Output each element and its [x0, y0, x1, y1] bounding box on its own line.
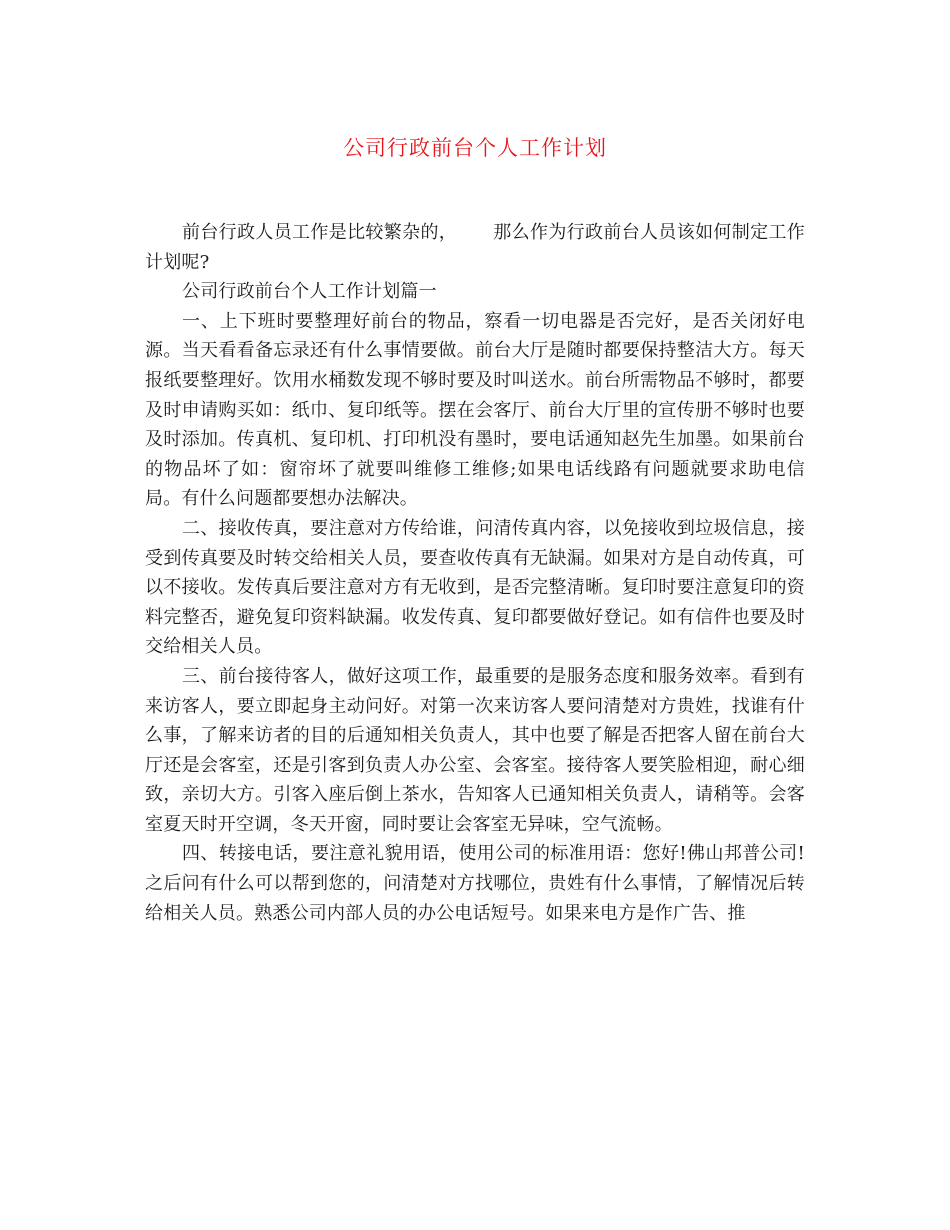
body-paragraph-4: 四、转接电话，要注意礼貌用语，使用公司的标准用语：您好!佛山邦普公司!之后问有什么可以帮到您的，问清楚对方找哪位，贵姓有什么事情，了解情况后转给相关人员。熟悉公司内部人员的办公电话短号。如果来电方是作广告、推 — [145, 843, 805, 924]
section-heading: 公司行政前台个人工作计划篇一 — [182, 281, 437, 303]
intro-paragraph — [145, 218, 805, 277]
intro-text-part2: 那么作为行政前台人员该如何制定工作计划呢? — [145, 222, 805, 273]
body-paragraph-3: 三、前台接待客人，做好这项工作，最重要的是服务态度和服务效率。看到有来访客人，要立即起身主动问好。对第一次来访客人要问清楚对方贵姓，找谁有什么事，了解来访者的目的后通知相关负责人，其中也要了解是否把客人留在前台大厅还是会客室，还是引客到负责人办公室、会客室。接待客人要笑脸相迎，耐心细致，亲切大方。引客入座后倒上茶水，告知客人已通知相关负责人，请稍等。会客室夏天时开空调，冬天开窗，同时要让会客室无异味，空气流畅。 — [145, 665, 805, 835]
document-body — [145, 218, 805, 928]
intro-text-part1: 前台行政人员工作是比较繁杂的， — [182, 222, 458, 243]
document-title: 公司行政前台个人工作计划 — [343, 136, 607, 160]
body-paragraph-1: 一、上下班时要整理好前台的物品，察看一切电器是否完好，是否关闭好电源。当天看看备忘录还有什么事情要做。前台大厅是随时都要保持整洁大方。每天报纸要整理好。饮用水桶数发现不够时要及时叫送水。前台所需物品不够时，都要及时申请购买如：纸巾、复印纸等。摆在会客厅、前台大厅里的宣传册不够时也要及时添加。传真机、复印机、打印机没有墨时，要电话通知赵先生加墨。如果前台的物品坏了如：窗帘坏了就要叫维修工维修;如果电话线路有问题就要求助电信局。有什么问题都要想办法解决。 — [145, 310, 805, 510]
body-paragraph-2: 二、接收传真，要注意对方传给谁，问清传真内容，以免接收到垃圾信息，接受到传真要及时转交给相关人员，要查收传真有无缺漏。如果对方是自动传真，可以不接收。发传真后要注意对方有无收到，是否完整清晰。复印时要注意复印的资料完整否，避免复印资料缺漏。收发传真、复印都要做好登记。如有信件也要及时交给相关人员。 — [145, 517, 805, 658]
